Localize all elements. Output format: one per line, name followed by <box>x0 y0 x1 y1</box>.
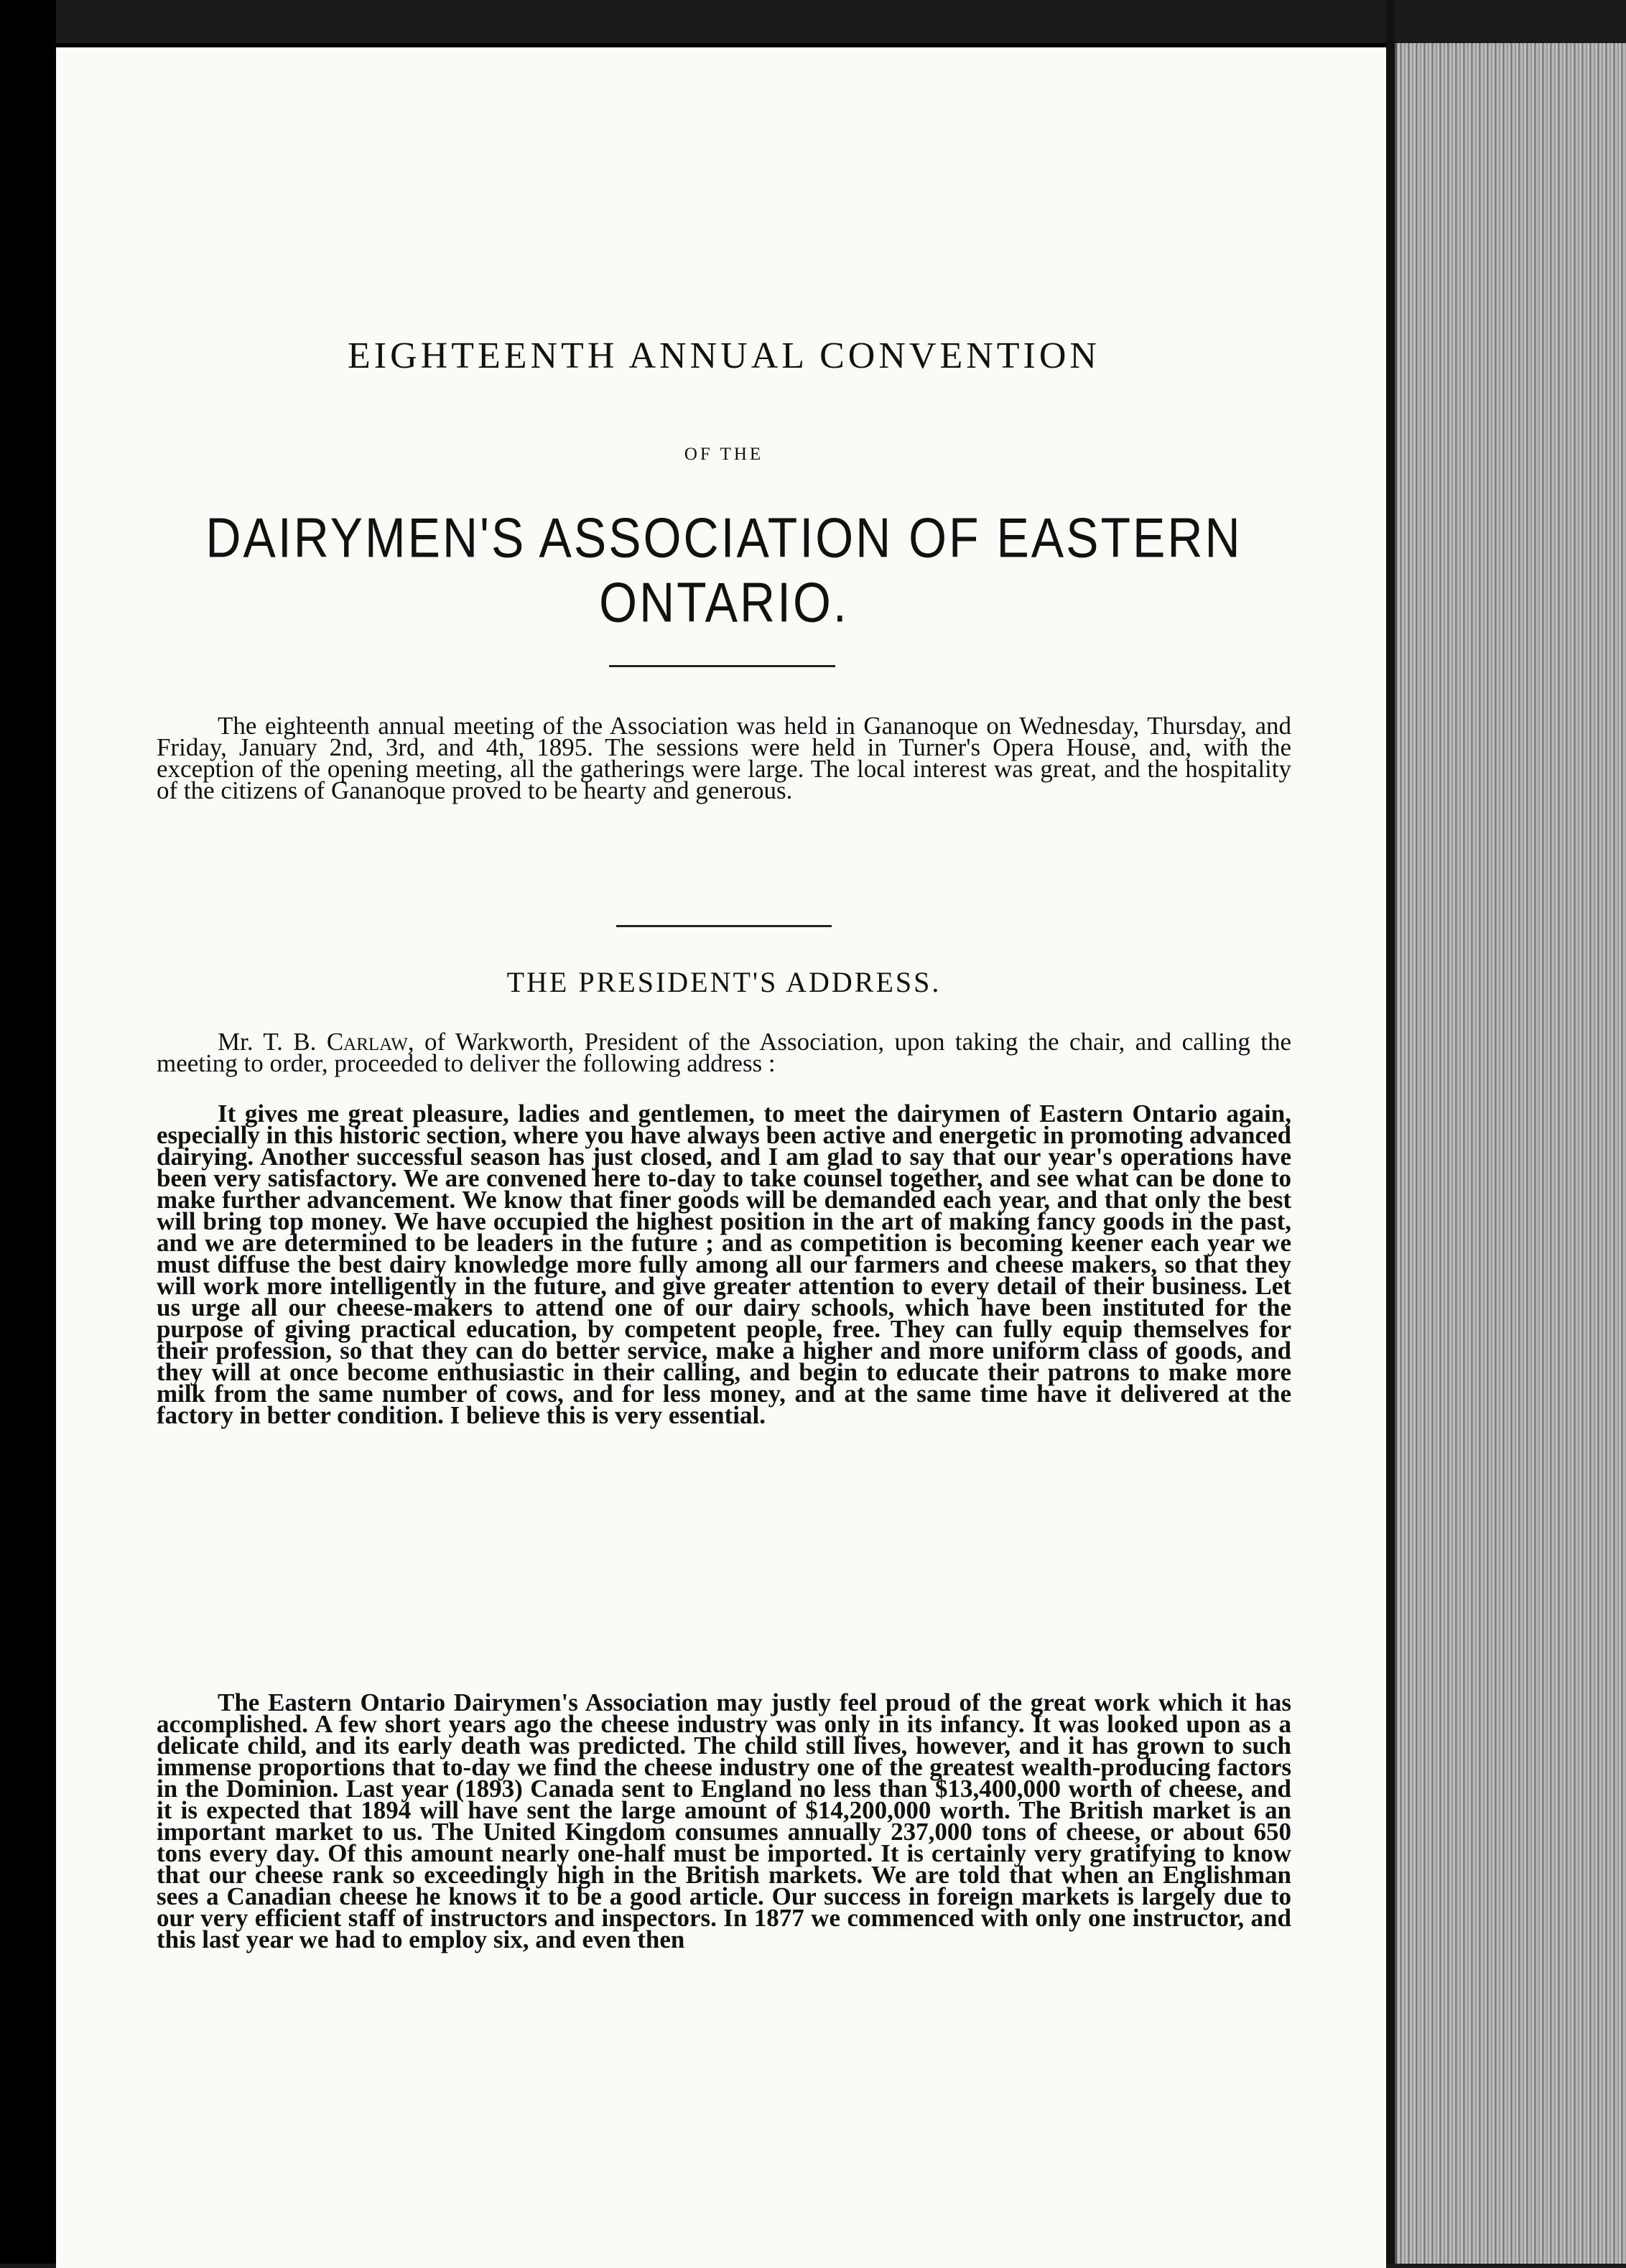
book-page <box>56 43 1386 2268</box>
title-line-3: DAIRYMEN'S ASSOCIATION OF EASTERN ONTARIO. <box>205 506 1242 634</box>
scan-left-border <box>0 0 56 2264</box>
scan-gutter <box>1386 0 1395 2264</box>
book-page-edges <box>1395 43 1626 2264</box>
address-paragraph-1: It gives me great pleasure, ladies and gentlemen, to meet the dairymen of Eastern Ontario again, especially in this historic section, where you have always been active and energetic in promoting advanced dairying. Another successful season has just closed, and I am glad to say that our year's operations have been very satisfactory. We are convened here to-day to take counsel together, and see what can be done to make further advancement. We know that finer goods will be demanded each year, and that only the best will bring top money. We have occupied the highest position in the art of making fancy goods in the past, and we are determined to be leaders in the future ; and as competition is becoming keener each year we must diffuse the best dairy knowledge more fully among all our farmers and cheese makers, so that they will work more intelligently in the future, and give greater attention to every detail of their business. Let us urge all our cheese-makers to attend one of our dairy schools, which have been instituted for the purpose of giving practical education, by competent people, free. They can fully equip themselves for their profession, so that they can do better service, make a higher and more uniform class of goods, and they will at once become enthusiastic in their calling, and begin to educate their patrons to make more milk from the same number of cows, and for less money, and at the same time have it delivered at the factory in better condition. I believe this is very essential. <box>157 1100 1291 1429</box>
address-paragraph-2: The Eastern Ontario Dairymen's Association may justly feel proud of the great work which it has accomplished. A few short years ago the cheese industry was only in its infancy. It was looked upon as a delicate child, and its early death was predicted. The child still lives, however, and it has grown to such immense proportions that to-day we find the cheese industry one of the greatest wealth-producing factors in the Dominion. Last year (1893) Canada sent to England no less than $13,400,000 worth of cheese, and it is expected that 1894 will have sent the large amount of $14,200,000 worth. The British market is an important market to us. The United Kingdom consumes annually 237,000 tons of cheese, or about 650 tons every day. Of this amount nearly one-half must be imported. It is certainly very gratifying to know that our cheese rank so exceedingly high in the British markets. We are told that when an Englishman sees a Canadian cheese he knows it to be a good article. Our success in foreign markets is largely due to our very efficient staff of instructors and inspectors. In 1877 we commenced with only one instructor, and this last year we had to employ six, and even then <box>157 1688 1291 1953</box>
section-divider <box>616 925 832 927</box>
intro-paragraph: The eighteenth annual meeting of the Association was held in Gananoque on Wednesday, Thursday, and Friday, January 2nd, 3rd, and 4th, 1895. The sessions were held in Turner's Opera House, and, with the exception of the opening meeting, all the gatherings were large. The local interest was great, and the hospitality of the citizens of Gananoque proved to be hearty and generous. <box>157 712 1291 804</box>
president-intro-prefix: Mr. T. B. <box>218 1028 317 1056</box>
title-line-2: OF THE <box>684 445 764 464</box>
section-heading: THE PRESIDENT'S ADDRESS. <box>506 966 942 998</box>
title-divider <box>609 665 835 667</box>
president-name: Carlaw <box>326 1028 408 1056</box>
president-intro-rest: , of Warkworth, President of the Association, upon taking the chair, and calling the meeting to order, proceeded to deliver the following address : <box>157 1028 1291 1077</box>
title-line-1: EIGHTEENTH ANNUAL CONVENTION <box>348 335 1100 376</box>
president-intro-paragraph <box>157 1028 1291 1077</box>
